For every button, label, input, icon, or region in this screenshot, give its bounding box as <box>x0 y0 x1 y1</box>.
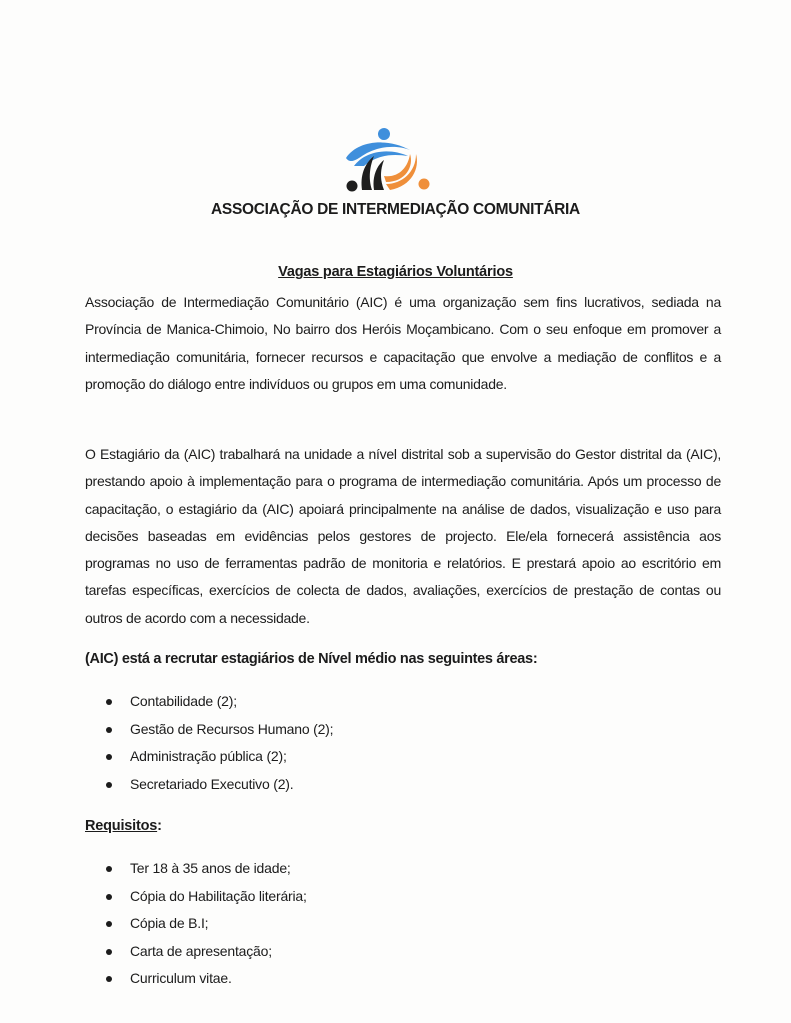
requirement-label: Carta de apresentação; <box>130 942 272 959</box>
requirements-label: Requisitos <box>85 818 158 834</box>
area-label: Contabilidade (2); <box>130 693 237 709</box>
area-label: Administração pública (2); <box>130 748 287 764</box>
list-item <box>106 965 307 993</box>
list-item <box>106 688 333 716</box>
list-item <box>106 771 333 799</box>
list-item <box>106 855 307 883</box>
requirements-heading <box>85 818 162 834</box>
requirements-list <box>106 855 307 993</box>
list-item <box>106 883 307 911</box>
bullet-icon <box>106 754 112 760</box>
requirement-label: Cópia de B.I; <box>130 915 209 931</box>
bullet-icon <box>106 699 112 705</box>
area-label: Gestão de Recursos Humano (2); <box>130 720 334 737</box>
organization-name: ASSOCIAÇÃO DE INTERMEDIAÇÃO COMUNITÁRIA <box>211 201 580 218</box>
role-paragraph: O Estagiário da (AIC) trabalhará na unidade a nível distrital sob a supervisão do Gestor distrital da (AIC), prestando apoio à implementação para o programa de intermediação comunitária. Após um processo de capacitação, o estagiário da (AIC) apoiará principalmente na análise de dados, visualização e uso para decisões baseadas em evidências pelos gestores de projecto. Ele/ela fornecerá assistência aos programas no uso de ferramentas padrão de monitoria e relatórios. E prestará apoio ao escritório em tarefas específicas, exercícios de colecta de dados, avaliações, exercícios de prestação de contas ou outros de acordo com a necessidade. <box>85 446 721 626</box>
list-item <box>106 910 307 938</box>
requirement-label: Curriculum vitae. <box>130 970 232 986</box>
intro-paragraph: Associação de Intermediação Comunitário (AIC) é uma organização sem fins lucrativos, sediada na Província de Manica-Chimoio, No bairro dos Heróis Moçambicano. Com o seu enfoque em promover a intermediação comunitária, fornecer recursos e capacitação que envolve a mediação de conflitos e a promoção do diálogo entre indivíduos ou grupos em uma comunidade. <box>85 294 721 392</box>
requirements-colon: : <box>157 818 162 834</box>
aic-logo <box>340 126 436 194</box>
bullet-icon <box>106 866 112 872</box>
logo-black-dot <box>347 181 358 192</box>
bullet-icon <box>106 949 112 955</box>
bullet-icon <box>106 976 112 982</box>
logo-blue-swoosh <box>346 142 410 161</box>
area-label: Secretariado Executivo (2). <box>130 775 294 792</box>
bullet-icon <box>106 921 112 927</box>
bullet-icon <box>106 782 112 788</box>
areas-heading: (AIC) está a recrutar estagiários de Nível médio nas seguintes áreas: <box>85 651 538 667</box>
list-item <box>106 938 307 966</box>
page-title: Vagas para Estagiários Voluntários <box>278 264 513 280</box>
logo-orange-dot <box>419 179 430 190</box>
logo-blue-dot <box>378 128 390 140</box>
list-item <box>106 743 333 771</box>
areas-list <box>106 688 333 798</box>
list-item <box>106 716 333 744</box>
bullet-icon <box>106 727 112 733</box>
bullet-icon <box>106 894 112 900</box>
requirement-label: Cópia do Habilitação literária; <box>130 887 307 904</box>
requirement-label: Ter 18 à 35 anos de idade; <box>130 860 291 876</box>
